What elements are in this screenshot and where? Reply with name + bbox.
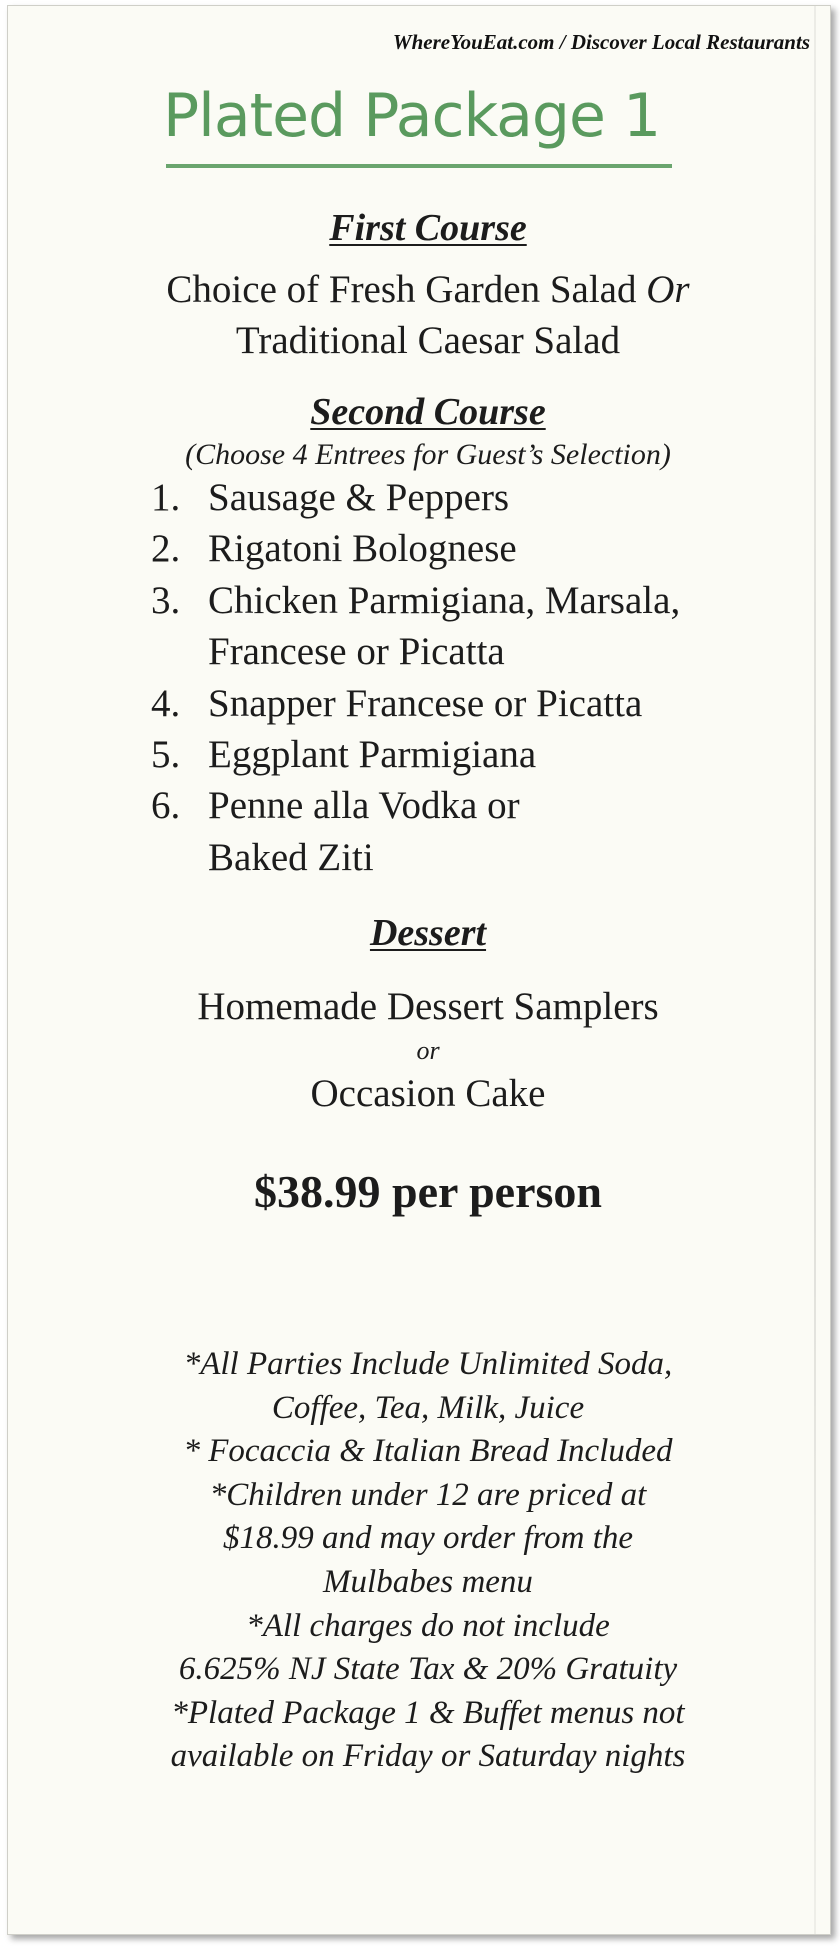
first-course-option-1: Choice of Fresh Garden Salad [166, 268, 637, 311]
first-course-or: Or [646, 268, 690, 311]
fine-print-notes [68, 1343, 788, 1779]
note-line: Mulbabes menu [323, 1563, 533, 1600]
note-line: *Plated Package 1 & Buffet menus not [171, 1694, 685, 1731]
note-line: * Focaccia & Italian Bread Included [183, 1433, 673, 1470]
second-course-heading: Second Course [310, 391, 546, 433]
dessert-heading: Dessert [369, 912, 487, 954]
price: $38.99 per person [254, 1166, 602, 1217]
list-item: 2. Rigatoni Bolognese [151, 527, 517, 571]
second-course-note: (Choose 4 Entrees for Guest’s Selection) [185, 438, 671, 471]
list-item: 6. Penne alla Vodka or [151, 784, 520, 828]
note-line: 6.625% NJ State Tax & 20% Gratuity [178, 1651, 678, 1688]
entree-list [151, 472, 680, 883]
list-item: 3. Chicken Parmigiana, Marsala, [151, 578, 681, 622]
menu-page [7, 5, 831, 1935]
note-line: *All charges do not include [246, 1607, 610, 1644]
site-header: WhereYouEat.com / Discover Local Restaurants [392, 30, 810, 54]
note-line: *All Parties Include Unlimited Soda, [183, 1346, 673, 1382]
list-item: 4. Snapper Francese or Picatta [151, 681, 643, 725]
list-item: 1. Sausage & Peppers [151, 476, 510, 519]
dessert-line-1: Homemade Dessert Samplers [197, 985, 659, 1028]
note-line: $18.99 and may order from the [222, 1520, 634, 1557]
note-line: available on Friday or Saturday nights [170, 1738, 686, 1775]
dessert-line-2: Occasion Cake [310, 1072, 546, 1115]
note-line: *Children under 12 are priced at [209, 1476, 647, 1513]
list-item: Francese or Picatta [208, 630, 505, 674]
first-course-line-2: Traditional Caesar Salad [235, 319, 621, 362]
title-underline [166, 164, 672, 168]
list-item: 5. Eggplant Parmigiana [151, 733, 537, 777]
page-title: Plated Package 1 [163, 81, 661, 151]
note-line: Coffee, Tea, Milk, Juice [271, 1389, 585, 1426]
first-course-line-1 [68, 265, 788, 315]
dessert-or: or [416, 1036, 440, 1065]
list-item: Baked Ziti [208, 835, 374, 879]
first-course-heading: First Course [329, 207, 527, 249]
